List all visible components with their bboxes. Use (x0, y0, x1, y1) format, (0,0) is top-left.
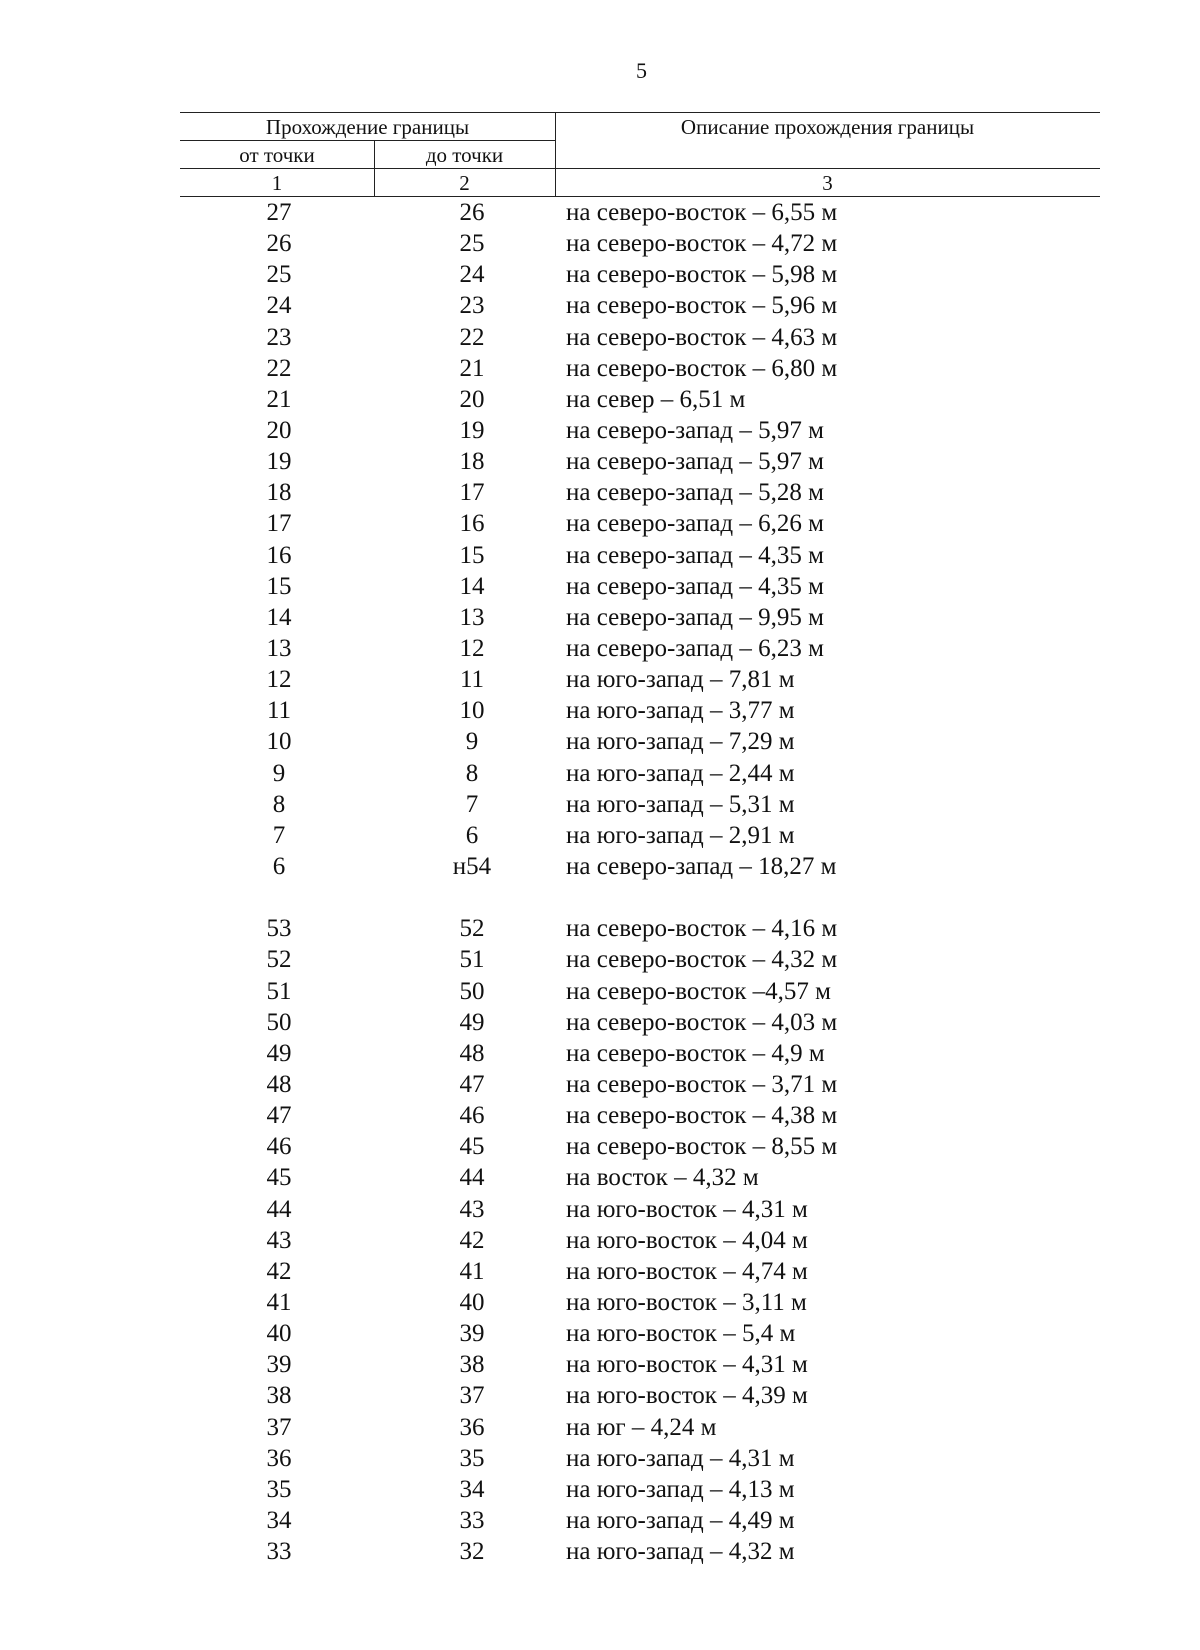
to-point-cell: 18 (459, 448, 485, 476)
table-row (180, 851, 1100, 882)
from-point-cell: 47 (266, 1102, 292, 1130)
from-point-cell: 48 (266, 1071, 292, 1098)
description-cell: на северо-восток – 8,55 м (566, 1133, 838, 1161)
table-row (180, 290, 1100, 321)
from-point-cell: 51 (266, 977, 292, 1005)
page-number: 5 (636, 58, 647, 83)
description-cell: на юго-восток – 4,31 м (566, 1195, 808, 1223)
section-gap (180, 882, 1100, 913)
table-row (180, 913, 1100, 944)
description-cell: на северо-восток – 3,71 м (566, 1071, 838, 1098)
to-point-cell: 11 (459, 666, 485, 694)
table-row (180, 789, 1100, 820)
group-divider-rule (180, 140, 555, 141)
table-row (180, 1505, 1100, 1536)
description-cell: на юго-запад – 5,31 м (566, 790, 795, 818)
to-point-cell: 32 (459, 1538, 485, 1566)
table-row (180, 540, 1100, 571)
from-point-cell: 23 (266, 323, 292, 351)
description-cell: на северо-восток – 4,38 м (566, 1102, 838, 1130)
description-cell: на северо-запад – 6,23 м (566, 635, 824, 663)
to-point-cell: 33 (459, 1506, 485, 1534)
description-cell: на юг – 4,24 м (566, 1413, 717, 1441)
to-point-cell: 38 (459, 1351, 485, 1379)
table-row (180, 1287, 1100, 1318)
table-row (180, 1131, 1100, 1162)
description-cell: на юго-запад – 4,49 м (566, 1506, 795, 1534)
table-row (180, 197, 1100, 228)
description-cell: на северо-запад – 4,35 м (566, 572, 824, 600)
from-point-cell: 7 (272, 821, 286, 849)
from-point-cell: 33 (266, 1538, 292, 1566)
to-point-cell: 51 (459, 946, 485, 974)
description-cell: на северо-запад – 9,95 м (566, 603, 824, 631)
from-point-cell: 18 (266, 479, 292, 507)
table-row (180, 944, 1100, 975)
from-point-cell: 45 (266, 1164, 292, 1192)
table-row (180, 571, 1100, 602)
table-row (180, 1474, 1100, 1505)
description-cell: на северо-восток – 4,63 м (566, 323, 838, 351)
table-row (180, 353, 1100, 384)
to-point-cell: 26 (459, 199, 485, 227)
to-point-cell: 15 (459, 541, 485, 569)
to-point-cell: 7 (465, 790, 479, 818)
table-row (180, 1380, 1100, 1411)
table-row (180, 726, 1100, 757)
description-cell: на северо-запад – 4,35 м (566, 541, 824, 569)
from-point-cell: 24 (266, 292, 292, 320)
description-cell: на северо-восток – 5,96 м (566, 292, 838, 320)
from-point-cell: 20 (266, 417, 292, 445)
to-point-cell: 49 (459, 1008, 485, 1036)
table-row (180, 1069, 1100, 1100)
description-cell: на юго-запад – 2,44 м (566, 759, 795, 787)
header-from-label: от точки (239, 143, 315, 167)
from-point-cell: 36 (266, 1444, 292, 1472)
table-row (180, 633, 1100, 664)
to-point-cell: 21 (459, 354, 485, 382)
table-row (180, 976, 1100, 1007)
table-row (180, 758, 1100, 789)
description-cell: на северо-запад – 18,27 м (566, 853, 837, 881)
to-point-cell: 50 (459, 977, 485, 1005)
description-cell: на юго-восток – 5,4 м (566, 1320, 796, 1348)
to-point-cell: 52 (459, 915, 485, 943)
description-cell: на северо-восток – 4,9 м (566, 1039, 825, 1067)
description-cell: на северо-восток –4,57 м (566, 977, 831, 1005)
to-point-cell: 37 (459, 1382, 485, 1410)
description-cell: на северо-запад – 5,97 м (566, 448, 824, 476)
to-point-cell: 16 (459, 510, 485, 538)
table-row (180, 1162, 1100, 1193)
to-point-cell: 42 (459, 1226, 485, 1254)
table-row (180, 820, 1100, 851)
from-point-cell: 50 (266, 1008, 292, 1036)
to-point-cell: 36 (459, 1413, 485, 1441)
to-point-cell: 34 (459, 1475, 485, 1503)
table-row (180, 602, 1100, 633)
description-cell: на юго-восток – 4,31 м (566, 1351, 808, 1379)
description-cell: на юго-запад – 7,29 м (566, 728, 795, 756)
description-cell: на юго-запад – 4,32 м (566, 1538, 795, 1566)
to-point-cell: 46 (459, 1102, 485, 1130)
from-point-cell: 52 (266, 946, 292, 974)
table-row (180, 695, 1100, 726)
from-point-cell: 53 (266, 915, 292, 943)
to-point-cell: 25 (459, 230, 485, 258)
table-row (180, 1411, 1100, 1442)
table-row (180, 322, 1100, 353)
table-row (180, 228, 1100, 259)
description-cell: на северо-восток – 5,98 м (566, 261, 838, 289)
from-point-cell: 14 (266, 603, 292, 631)
header-desc-label: Описание прохождения границы (680, 115, 975, 139)
from-point-cell: 46 (266, 1133, 292, 1161)
header-num-2: 2 (459, 171, 470, 195)
to-point-cell: 43 (459, 1195, 485, 1223)
boundary-table-body (180, 197, 1100, 1567)
table-row (180, 1349, 1100, 1380)
header-bottom-rule (180, 168, 1100, 169)
table-row (180, 1443, 1100, 1474)
header-num-1: 1 (271, 171, 283, 195)
to-point-cell: 6 (465, 821, 479, 849)
from-point-cell: 9 (272, 759, 286, 787)
table-row (180, 664, 1100, 695)
from-point-cell: 10 (266, 728, 292, 756)
from-point-cell: 8 (272, 790, 286, 818)
to-point-cell: 48 (459, 1039, 485, 1067)
table-row (180, 1100, 1100, 1131)
from-point-cell: 41 (266, 1288, 292, 1316)
to-point-cell: 41 (459, 1257, 485, 1285)
from-point-cell: 13 (266, 635, 292, 663)
to-point-cell: 17 (459, 479, 485, 507)
description-cell: на северо-запад – 6,26 м (566, 510, 824, 538)
header-top-rule (180, 112, 1100, 113)
from-point-cell: 16 (266, 541, 292, 569)
to-point-cell: 24 (459, 261, 485, 289)
from-point-cell: 42 (266, 1257, 292, 1285)
from-point-cell: 43 (266, 1226, 292, 1254)
from-point-cell: 27 (266, 199, 292, 227)
to-point-cell: 39 (459, 1320, 485, 1348)
to-point-cell: 10 (459, 697, 485, 725)
to-point-cell: н54 (452, 853, 492, 881)
to-point-cell: 23 (459, 292, 485, 320)
from-point-cell: 49 (266, 1039, 292, 1067)
description-cell: на юго-запад – 4,13 м (566, 1475, 795, 1503)
from-point-cell: 40 (266, 1320, 292, 1348)
table-row (180, 1194, 1100, 1225)
to-point-cell: 19 (459, 417, 485, 445)
table-row (180, 1536, 1100, 1567)
header-num-3: 3 (822, 171, 833, 195)
to-point-cell: 13 (459, 603, 485, 631)
from-point-cell: 39 (266, 1351, 292, 1379)
description-cell: на юго-восток – 4,39 м (566, 1382, 808, 1410)
description-cell: на северо-восток – 6,80 м (566, 354, 838, 382)
to-point-cell: 14 (459, 572, 485, 600)
description-cell: на юго-запад – 4,31 м (566, 1444, 795, 1472)
from-point-cell: 44 (266, 1195, 292, 1223)
from-point-cell: 38 (266, 1382, 292, 1410)
to-point-cell: 45 (459, 1133, 485, 1161)
from-point-cell: 35 (266, 1475, 292, 1503)
description-cell: на север – 6,51 м (566, 385, 746, 413)
from-point-cell: 25 (266, 261, 292, 289)
table-row (180, 1007, 1100, 1038)
header-group-label: Прохождение границы (265, 115, 470, 139)
table-row (180, 1225, 1100, 1256)
description-cell: на юго-восток – 4,74 м (566, 1257, 808, 1285)
from-point-cell: 22 (266, 354, 292, 382)
to-point-cell: 40 (459, 1288, 485, 1316)
description-cell: на северо-восток – 4,16 м (566, 915, 838, 943)
to-point-cell: 8 (465, 759, 479, 787)
table-row (180, 477, 1100, 508)
description-cell: на северо-восток – 4,72 м (566, 230, 838, 258)
to-point-cell: 9 (465, 728, 479, 756)
from-point-cell: 37 (266, 1413, 292, 1441)
table-row (180, 508, 1100, 539)
to-point-cell: 22 (459, 323, 485, 351)
description-cell: на юго-запад – 7,81 м (566, 666, 795, 694)
table-row (180, 384, 1100, 415)
from-point-cell: 12 (266, 666, 292, 694)
from-point-cell: 21 (266, 385, 292, 413)
header-to-label: до точки (425, 143, 504, 167)
description-cell: на восток – 4,32 м (566, 1164, 759, 1192)
description-cell: на юго-восток – 4,04 м (566, 1226, 808, 1254)
table-row (180, 1038, 1100, 1069)
to-point-cell: 35 (459, 1444, 485, 1472)
description-cell: на северо-восток – 6,55 м (566, 199, 838, 227)
table-row (180, 1318, 1100, 1349)
from-point-cell: 17 (266, 510, 292, 538)
from-point-cell: 26 (266, 230, 292, 258)
table-row (180, 446, 1100, 477)
description-cell: на юго-запад – 2,91 м (566, 821, 795, 849)
from-point-cell: 19 (266, 448, 292, 476)
to-point-cell: 20 (459, 385, 485, 413)
table-row (180, 415, 1100, 446)
description-cell: на северо-запад – 5,28 м (566, 479, 824, 507)
from-point-cell: 34 (266, 1506, 292, 1534)
description-cell: на юго-восток – 3,11 м (566, 1288, 807, 1316)
table-row (180, 259, 1100, 290)
description-cell: на северо-запад – 5,97 м (566, 417, 824, 445)
description-cell: на северо-восток – 4,03 м (566, 1008, 838, 1036)
from-point-cell: 11 (266, 697, 292, 725)
from-point-cell: 15 (266, 572, 292, 600)
to-point-cell: 12 (459, 635, 485, 663)
description-cell: на северо-восток – 4,32 м (566, 946, 838, 974)
to-point-cell: 47 (459, 1071, 485, 1098)
table-row (180, 1256, 1100, 1287)
to-point-cell: 44 (459, 1164, 485, 1192)
description-cell: на юго-запад – 3,77 м (566, 697, 795, 725)
from-point-cell: 6 (272, 853, 286, 881)
